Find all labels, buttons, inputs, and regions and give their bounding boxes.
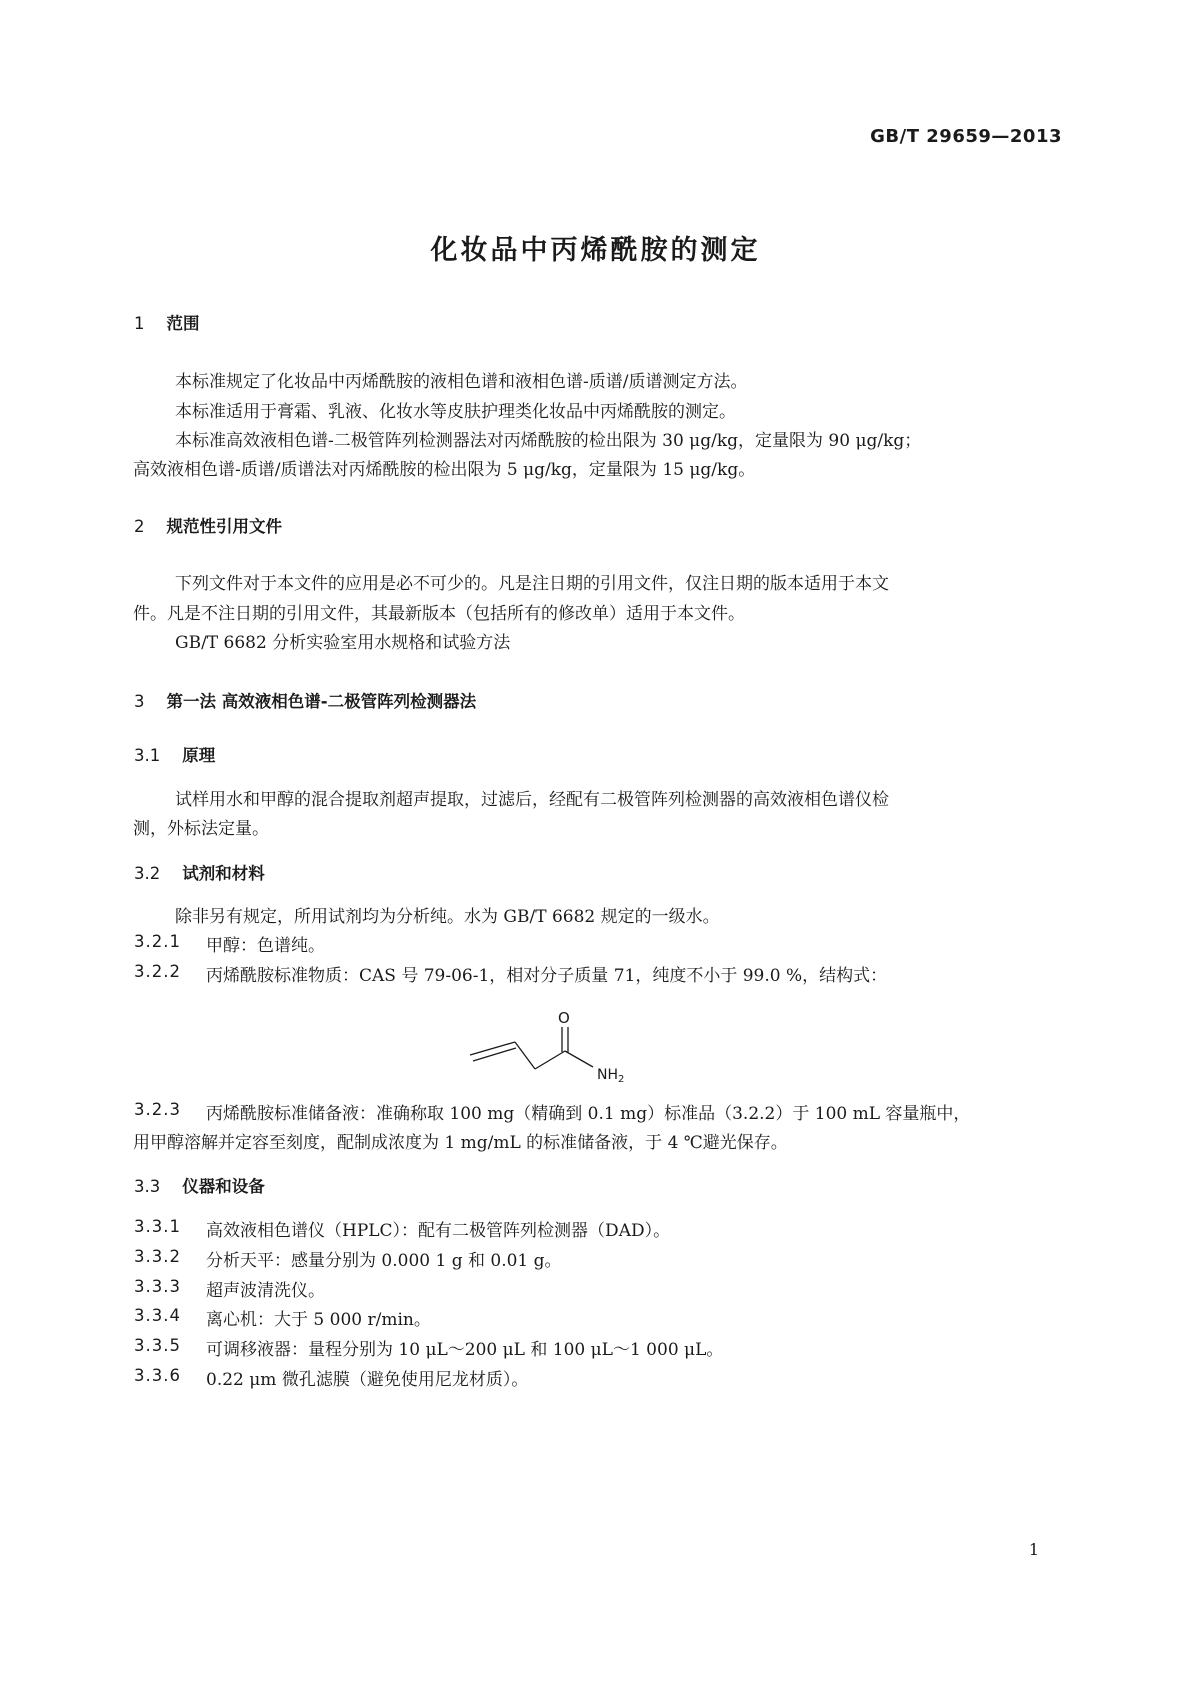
section-3-heading (134, 688, 476, 712)
section-1-heading (134, 310, 200, 334)
bond-line (535, 1051, 565, 1069)
clause-text: 甲醇：色谱纯。 (206, 936, 325, 956)
clause-text: 离心机：大于 5 000 r/min。 (206, 1310, 431, 1330)
section-number: 3.2 (134, 864, 161, 883)
paragraph: 试样用水和甲醇的混合提取剂超声提取，过滤后，经配有二极管阵列检测器的高效液相色谱仪检 (175, 790, 889, 810)
normative-reference: GB/T 6682 分析实验室用水规格和试验方法 (175, 633, 511, 653)
section-number: 3.3 (134, 1177, 161, 1196)
clause-number: 3.3.1 (134, 1217, 181, 1236)
section-2-heading (134, 513, 282, 537)
clause-number: 3.2.2 (134, 962, 181, 981)
clause-text: 可调移液器：量程分别为 10 μL～200 μL 和 100 μL～1 000 μL。 (206, 1340, 724, 1360)
section-number: 2 (134, 517, 145, 536)
subsection-3-2-heading (134, 860, 265, 884)
section-title: 范围 (166, 314, 200, 333)
clause-text: 丙烯酰胺标准储备液：准确称取 100 mg（精确到 0.1 mg）标准品（3.2.2）于 100 mL 容量瓶中， (206, 1104, 971, 1124)
paragraph: 下列文件对于本文件的应用是必不可少的。凡是注日期的引用文件，仅注日期的版本适用于本文 (175, 574, 889, 594)
section-number: 1 (134, 314, 145, 333)
clause-number: 3.2.1 (134, 932, 181, 951)
paragraph: 本标准高效液相色谱-二极管阵列检测器法对丙烯酰胺的检出限为 30 μg/kg，定量限为 90 μg/kg； (175, 431, 922, 451)
page-number: 1 (1028, 1540, 1039, 1559)
section-title: 试剂和材料 (182, 864, 265, 883)
bond-line (565, 1051, 593, 1067)
standard-number: GB/T 29659—2013 (870, 126, 1062, 147)
paragraph: 本标准适用于膏霜、乳液、化妆水等皮肤护理类化妆品中丙烯酰胺的测定。 (175, 402, 736, 422)
bond-line (470, 1042, 515, 1055)
paragraph: 高效液相色谱-质谱/质谱法对丙烯酰胺的检出限为 5 μg/kg，定量限为 15 μg/kg。 (133, 460, 756, 480)
clause-text: 0.22 μm 微孔滤膜（避免使用尼龙材质）。 (206, 1370, 529, 1390)
clause-number: 3.3.4 (134, 1306, 181, 1325)
amine-label: $NH_2$ (597, 1067, 625, 1085)
section-title: 规范性引用文件 (166, 517, 282, 536)
clause-text: 超声波清洗仪。 (206, 1281, 325, 1301)
paragraph: 件。凡是不注日期的引用文件，其最新版本（包括所有的修改单）适用于本文件。 (133, 604, 745, 624)
clause-text: 丙烯酰胺标准物质：CAS 号 79-06-1，相对分子质量 71，纯度不小于 99.0 %，结构式： (206, 966, 888, 986)
section-title: 原理 (182, 746, 216, 765)
clause-text: 分析天平：感量分别为 0.000 1 g 和 0.01 g。 (206, 1251, 562, 1271)
section-number: 3.1 (134, 746, 161, 765)
section-title: 第一法 高效液相色谱-二极管阵列检测器法 (166, 692, 477, 711)
clause-number: 3.3.2 (134, 1247, 181, 1266)
clause-number: 3.2.3 (134, 1100, 181, 1119)
oxygen-label: O (558, 1009, 570, 1027)
paragraph: 除非另有规定，所用试剂均为分析纯。水为 GB/T 6682 规定的一级水。 (175, 907, 720, 927)
paragraph: 本标准规定了化妆品中丙烯酰胺的液相色谱和液相色谱-质谱/质谱测定方法。 (175, 372, 748, 392)
subsection-3-3-heading (134, 1173, 265, 1197)
document-title: 化妆品中丙烯酰胺的测定 (430, 235, 761, 266)
bond-line (473, 1048, 516, 1061)
bond-line (515, 1042, 535, 1069)
clause-number: 3.3.5 (134, 1336, 181, 1355)
subsection-3-1-heading (134, 742, 215, 766)
section-number: 3 (134, 692, 145, 711)
clause-number: 3.3.3 (134, 1277, 181, 1296)
paragraph: 测，外标法定量。 (133, 819, 269, 839)
clause-text-continued: 用甲醇溶解并定容至刻度，配制成浓度为 1 mg/mL 的标准储备液，于 4 ℃避光保存。 (133, 1133, 788, 1153)
clause-number: 3.3.6 (134, 1366, 181, 1385)
section-title: 仪器和设备 (182, 1177, 265, 1196)
acrylamide-structure-lines (465, 1005, 665, 1085)
clause-text: 高效液相色谱仪（HPLC）：配有二极管阵列检测器（DAD）。 (206, 1221, 671, 1241)
